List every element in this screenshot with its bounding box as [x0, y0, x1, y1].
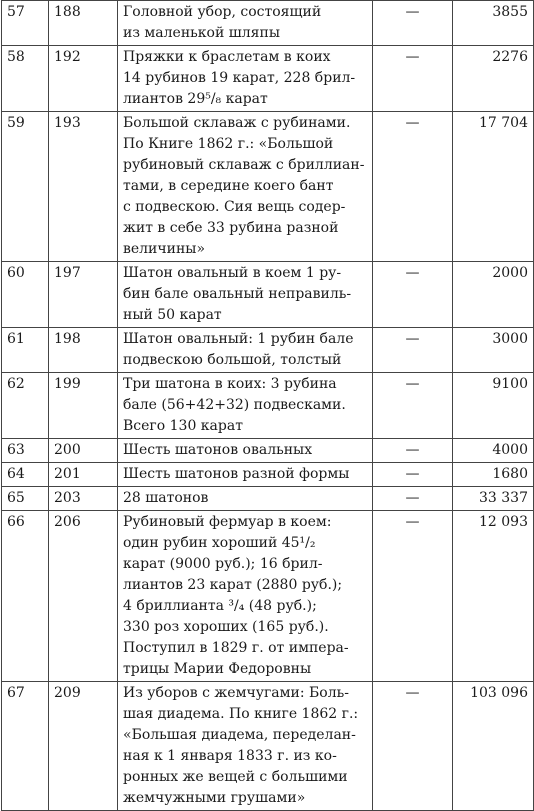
item-description	[118, 511, 373, 682]
empty-dash: —	[373, 328, 453, 373]
description-line: Шесть шатонов овальных	[123, 442, 313, 458]
inventory-number: 206	[49, 511, 118, 682]
table-row	[2, 373, 534, 439]
description-line: Шесть шатонов разной формы	[123, 466, 350, 482]
empty-dash: —	[373, 373, 453, 439]
row-number: 60	[2, 262, 49, 328]
description-line: с подвескою. Сия вещь содер-	[123, 199, 346, 215]
item-description	[118, 46, 373, 112]
description-line: ронных же вещей с большими	[123, 769, 348, 785]
row-number: 59	[2, 112, 49, 262]
empty-dash: —	[373, 463, 453, 487]
table-row	[2, 682, 534, 811]
description-line: карат (9000 руб.); 16 брил-	[123, 556, 323, 572]
item-description	[118, 112, 373, 262]
row-number: 67	[2, 682, 49, 811]
empty-dash: —	[373, 439, 453, 463]
row-number: 62	[2, 373, 49, 439]
item-price: 3000	[453, 328, 534, 373]
description-line: Большой склавaж с рубинами.	[123, 115, 351, 131]
description-line: жит в себе 33 рубина разной	[123, 220, 339, 236]
inventory-number: 188	[49, 1, 118, 46]
table-row	[2, 328, 534, 373]
row-number: 66	[2, 511, 49, 682]
description-line: ный 50 карат	[123, 307, 222, 323]
description-line: ная к 1 января 1833 г. из ко-	[123, 748, 337, 764]
table-row	[2, 511, 534, 682]
item-description	[118, 1, 373, 46]
empty-dash: —	[373, 262, 453, 328]
table-row	[2, 112, 534, 262]
table-row	[2, 487, 534, 511]
description-line: Поступил в 1829 г. от импера-	[123, 640, 349, 656]
item-description	[118, 439, 373, 463]
inventory-number: 201	[49, 463, 118, 487]
item-price: 2276	[453, 46, 534, 112]
row-number: 58	[2, 46, 49, 112]
description-line: 28 шатонов	[123, 490, 209, 506]
description-line: подвескою большой, толстый	[123, 352, 342, 368]
description-line: «Большая диадема, переделан-	[123, 727, 356, 743]
inventory-number: 200	[49, 439, 118, 463]
description-line: Шатон овальный в коем 1 ру-	[123, 265, 342, 281]
item-price: 9100	[453, 373, 534, 439]
inventory-number: 197	[49, 262, 118, 328]
row-number: 64	[2, 463, 49, 487]
row-number: 61	[2, 328, 49, 373]
description-line: 330 роз хороших (165 руб.).	[123, 619, 329, 635]
table-row	[2, 46, 534, 112]
row-number: 57	[2, 1, 49, 46]
description-line: шая диадема. По книге 1862 г.:	[123, 706, 359, 722]
description-line: тами, в середине коего бант	[123, 178, 334, 194]
description-line: лиантов 29⁵/₈ карат	[123, 91, 268, 107]
empty-dash: —	[373, 112, 453, 262]
table-row	[2, 1, 534, 46]
description-line: 14 рубинов 19 карат, 228 брил-	[123, 70, 356, 86]
inventory-number: 209	[49, 682, 118, 811]
item-price: 1680	[453, 463, 534, 487]
description-line: величины»	[123, 241, 206, 257]
description-line: Шатон овальный: 1 рубин бале	[123, 331, 354, 347]
description-line: из маленькой шляпы	[123, 25, 280, 41]
description-line: лиантов 23 карат (2880 руб.);	[123, 577, 343, 593]
description-line: По Книге 1862 г.: «Большой	[123, 136, 334, 152]
item-price: 103 096	[453, 682, 534, 811]
table-row	[2, 463, 534, 487]
description-line: Всего 130 карат	[123, 418, 243, 434]
description-line: трицы Марии Федоровны	[123, 661, 312, 677]
inventory-number: 192	[49, 46, 118, 112]
item-price: 4000	[453, 439, 534, 463]
description-line: Три шатона в коих: 3 рубина	[123, 376, 337, 392]
empty-dash: —	[373, 682, 453, 811]
item-price: 33 337	[453, 487, 534, 511]
row-number: 63	[2, 439, 49, 463]
item-price: 12 093	[453, 511, 534, 682]
item-price: 3855	[453, 1, 534, 46]
empty-dash: —	[373, 1, 453, 46]
item-description	[118, 463, 373, 487]
empty-dash: —	[373, 46, 453, 112]
item-description	[118, 682, 373, 811]
item-description	[118, 373, 373, 439]
item-price: 17 704	[453, 112, 534, 262]
item-description	[118, 262, 373, 328]
inventory-number: 203	[49, 487, 118, 511]
inventory-number: 199	[49, 373, 118, 439]
inventory-table-body	[2, 1, 534, 811]
table-row	[2, 262, 534, 328]
inventory-number: 193	[49, 112, 118, 262]
description-line: один рубин хороший 45¹/₂	[123, 535, 316, 551]
description-line: Из уборов с жемчугами: Боль-	[123, 685, 349, 701]
empty-dash: —	[373, 511, 453, 682]
description-line: Головной убор, состоящий	[123, 4, 322, 20]
description-line: рубиновый склаваж с бриллиан-	[123, 157, 365, 173]
empty-dash: —	[373, 487, 453, 511]
description-line: жемчужными грушами»	[123, 790, 306, 806]
description-line: бале (56+42+32) подвесками.	[123, 397, 346, 413]
description-line: бин бале овальный неправиль-	[123, 286, 352, 302]
inventory-number: 198	[49, 328, 118, 373]
inventory-table	[1, 0, 534, 811]
description-line: 4 бриллианта ³/₄ (48 руб.);	[123, 598, 317, 614]
row-number: 65	[2, 487, 49, 511]
description-line: Рубиновый фермуар в коем:	[123, 514, 332, 530]
item-description	[118, 487, 373, 511]
item-price: 2000	[453, 262, 534, 328]
item-description	[118, 328, 373, 373]
table-row	[2, 439, 534, 463]
description-line: Пряжки к браслетам в коих	[123, 49, 331, 65]
